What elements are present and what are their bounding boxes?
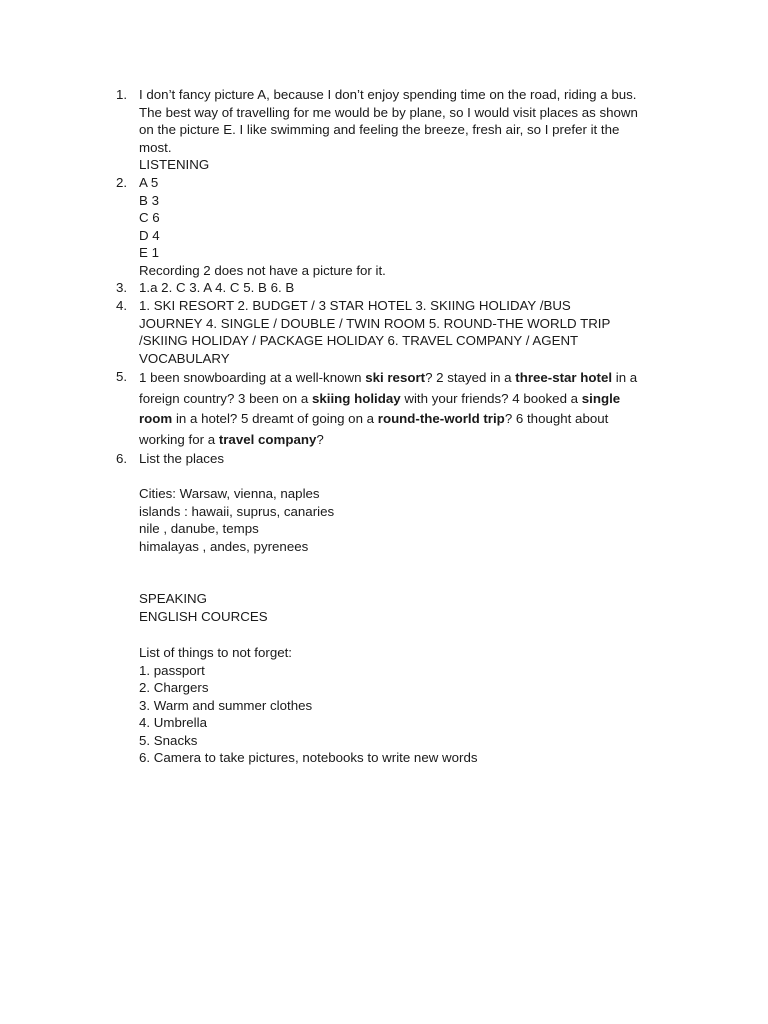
text-run: ? 6 thought about xyxy=(504,411,609,426)
text-run: foreign country? 3 been on a xyxy=(139,390,312,406)
text-run: ? xyxy=(316,431,324,447)
text-line: List the places xyxy=(139,451,225,466)
text-run: ? 2 stayed in a xyxy=(425,370,516,385)
text-line: C 6 xyxy=(139,210,160,225)
text-line xyxy=(139,389,679,410)
item-body xyxy=(139,86,679,174)
text-line: B 3 xyxy=(139,192,159,208)
bold-term: round-the-world trip xyxy=(377,411,505,426)
text-line: on the picture E. I like swimming and feeling the breeze, fresh air, so I prefer it the xyxy=(139,122,620,137)
text-run: with your friends? 4 booked a xyxy=(400,390,582,406)
text-line xyxy=(139,409,679,430)
text-line: I don’t fancy picture A, because I don’t enjoy spending time on the road, riding a bus. xyxy=(139,87,637,102)
item-number: 1. xyxy=(116,87,128,102)
places-line: Cities: Warsaw, vienna, naples xyxy=(139,486,320,501)
item-number: 3. xyxy=(116,280,128,295)
item-body xyxy=(139,368,679,450)
places-line: nile , danube, temps xyxy=(139,521,259,536)
checklist-item: 2. Chargers xyxy=(139,680,209,695)
bold-term: travel company xyxy=(218,431,317,447)
item-number: 6. xyxy=(116,451,128,466)
bold-term: ski resort xyxy=(365,370,426,385)
item-number: 5. xyxy=(116,369,128,384)
item-body xyxy=(139,174,679,279)
text-line: /SKIING HOLIDAY / PACKAGE HOLIDAY 6. TRAVEL COMPANY / AGENT xyxy=(139,333,579,348)
checklist-title: List of things to not forget: xyxy=(139,645,293,660)
places-line: islands : hawaii, suprus, canaries xyxy=(139,503,335,519)
checklist-item: 1. passport xyxy=(139,662,205,678)
text-run: in a hotel? 5 dreamt of going on a xyxy=(172,411,378,426)
text-line: 1. SKI RESORT 2. BUDGET / 3 STAR HOTEL 3. SKIING HOLIDAY /BUS xyxy=(139,298,571,313)
checklist-item: 5. Snacks xyxy=(139,732,198,748)
checklist-item: 6. Camera to take pictures, notebooks to write new words xyxy=(139,750,478,765)
text-line: The best way of travelling for me would be by plane, so I would visit places as shown xyxy=(139,104,638,120)
checklist-item: 3. Warm and summer clothes xyxy=(139,697,313,713)
text-line: JOURNEY 4. SINGLE / DOUBLE / TWIN ROOM 5. ROUND-THE WORLD TRIP xyxy=(139,315,611,331)
bold-term: skiing holiday xyxy=(311,390,401,406)
text-line: Recording 2 does not have a picture for it. xyxy=(139,262,386,278)
text-run: 1 been snowboarding at a well-known xyxy=(139,370,366,385)
bold-term: single xyxy=(581,390,621,406)
section-heading-speaking: SPEAKING xyxy=(139,591,207,606)
section-heading-vocabulary: VOCABULARY xyxy=(139,350,230,366)
checklist-block xyxy=(139,644,478,767)
text-line xyxy=(139,430,679,451)
text-line: E 1 xyxy=(139,245,159,260)
text-line: D 4 xyxy=(139,227,160,243)
bold-term: room xyxy=(139,411,173,426)
item-body xyxy=(139,450,679,468)
bold-term: three-star hotel xyxy=(515,370,613,385)
text-run: working for a xyxy=(139,431,219,447)
text-run: in a xyxy=(612,370,638,385)
section-heading-courses: ENGLISH COURCES xyxy=(139,608,268,624)
item-body xyxy=(139,279,679,297)
section-heading-listening: LISTENING xyxy=(139,157,210,172)
text-line: A 5 xyxy=(139,175,159,190)
item-number: 4. xyxy=(116,298,128,313)
text-line: most. xyxy=(139,139,172,155)
item-number: 2. xyxy=(116,175,128,190)
places-line: himalayas , andes, pyrenees xyxy=(139,538,309,554)
item-body xyxy=(139,297,679,367)
text-line: 1.a 2. C 3. A 4. C 5. B 6. B xyxy=(139,280,295,295)
speaking-block xyxy=(139,590,268,625)
places-block xyxy=(139,485,334,555)
checklist-item: 4. Umbrella xyxy=(139,715,207,730)
text-line xyxy=(139,368,679,389)
